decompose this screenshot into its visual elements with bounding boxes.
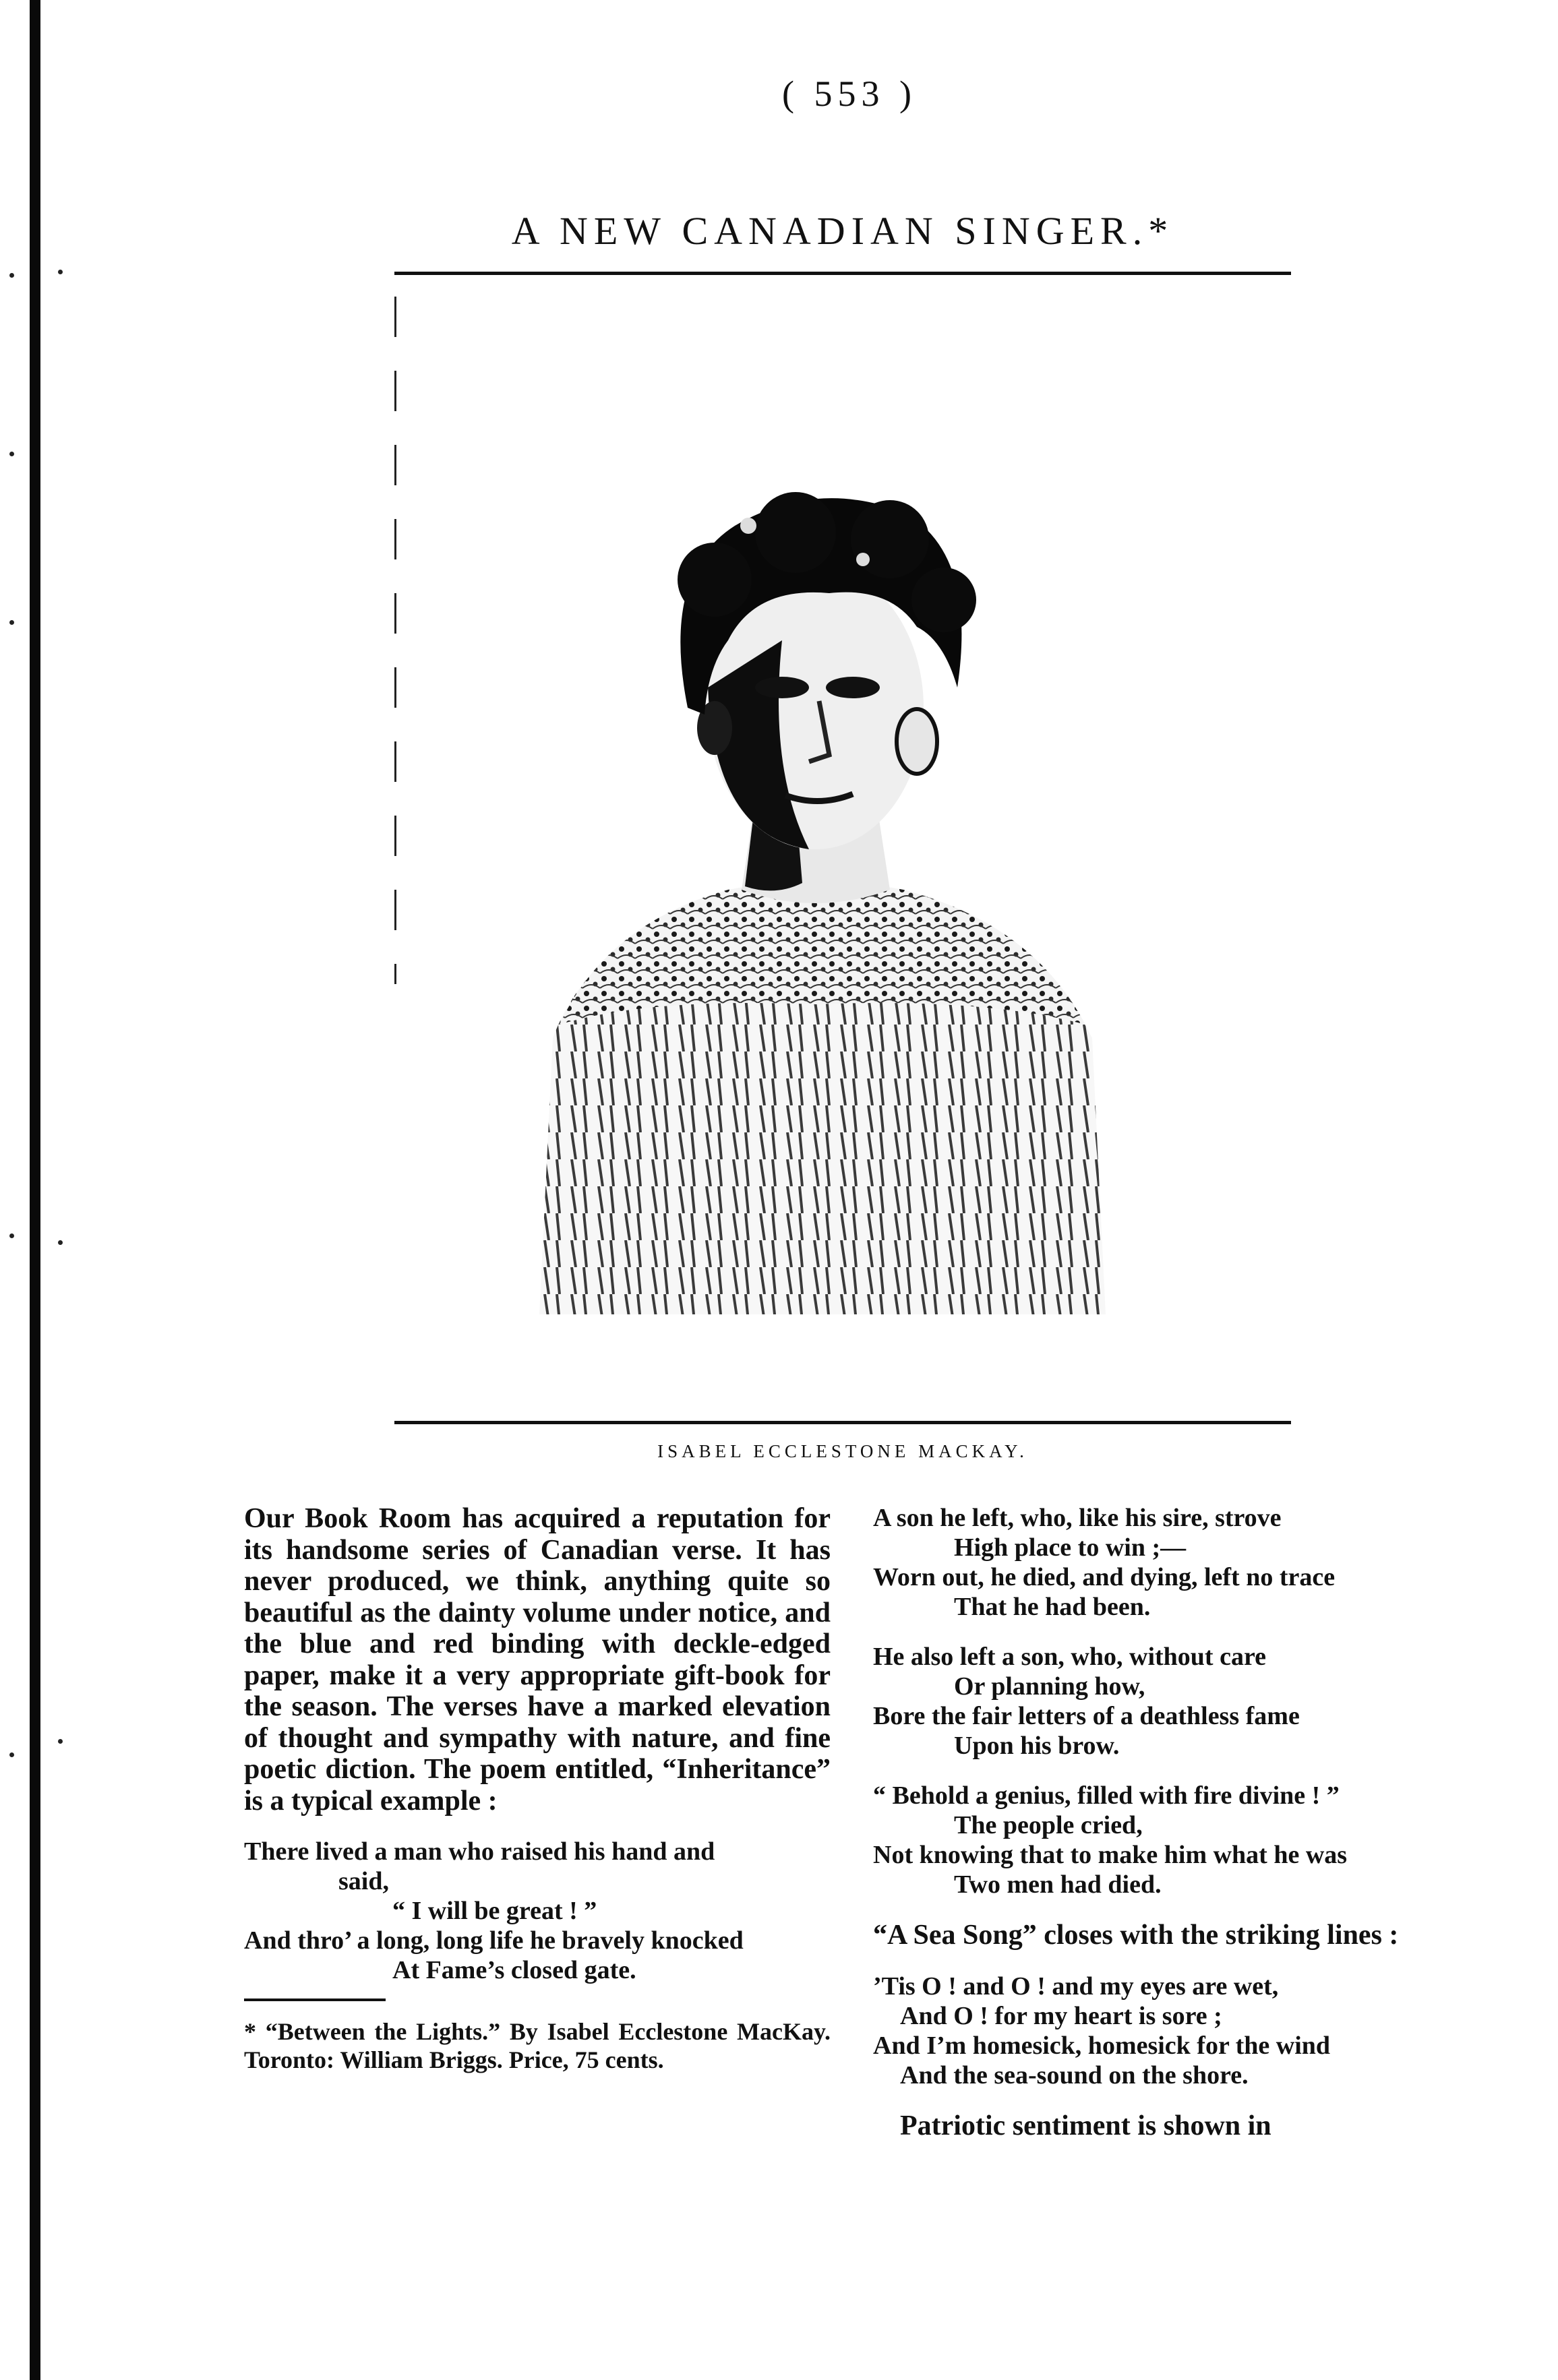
verse-line: High place to win ;— <box>954 1533 1187 1562</box>
verse-line: The people cried, <box>954 1811 1143 1839</box>
verse-line: said, <box>338 1867 389 1895</box>
photo-frame-left-edge <box>394 297 396 984</box>
left-column <box>244 1503 831 2074</box>
inheritance-stanza-1 <box>873 1503 1460 1622</box>
verse-line: And thro’ a long, long life he bravely knocked <box>244 1926 744 1955</box>
portrait-caption: ISABEL ECCLESTONE MACKAY. <box>657 1441 1028 1461</box>
verse-line: “ Behold a genius, filled with fire divine ! ” <box>873 1781 1340 1810</box>
inheritance-stanza-2 <box>873 1642 1460 1761</box>
closing-line: Patriotic sentiment is shown in <box>900 2110 1271 2141</box>
verse-line: A son he left, who, like his sire, strove <box>873 1504 1282 1532</box>
page-number: ( 553 ) <box>782 73 917 114</box>
photo-frame-top-rule <box>394 272 1291 275</box>
verse-line: And the sea-sound on the shore. <box>900 2061 1249 2089</box>
verse-line: Not knowing that to make him what he was <box>873 1841 1348 1869</box>
article-title: A NEW CANADIAN SINGER.* <box>511 208 1174 253</box>
verse-line: Worn out, he died, and dying, left no trace <box>873 1563 1336 1591</box>
verse-line: There lived a man who raised his hand and <box>244 1837 715 1866</box>
verse-line: Or planning how, <box>954 1672 1145 1701</box>
verse-line: ’Tis O ! and O ! and my eyes are wet, <box>873 1972 1279 2001</box>
inheritance-stanza <box>244 1837 831 1985</box>
verse-line: That he had been. <box>954 1593 1151 1621</box>
page-binding-edge <box>30 0 40 2380</box>
intro-paragraph: Our Book Room has acquired a reputation for its handsome series of Canadian verse. It has never produced, we think, anything quite so beautiful as the dainty volume under notice, and the blue and red binding with deckle-edged paper, make it a very appropriate gift-book for the season. The verses have a marked elevation of thought and sympathy with nature, and fine poetic diction. The poem entitled, “Inheritance” is a typical example : <box>244 1503 831 1817</box>
verse-line: At Fame’s closed gate. <box>392 1956 636 1984</box>
footnote-rule <box>244 1998 386 2001</box>
photo-frame-bottom-rule <box>394 1421 1291 1424</box>
verse-line: Bore the fair letters of a deathless fame <box>873 1702 1300 1730</box>
verse-line: And I’m homesick, homesick for the wind <box>873 2031 1331 2060</box>
right-column <box>873 1503 1460 2141</box>
verse-line: Upon his brow. <box>954 1732 1120 1760</box>
sea-song-stanza <box>873 1972 1460 2090</box>
verse-line: He also left a son, who, without care <box>873 1643 1266 1671</box>
verse-line: And O ! for my heart is sore ; <box>900 2001 1222 2030</box>
inheritance-stanza-3 <box>873 1781 1460 1899</box>
footnote: * “Between the Lights.” By Isabel Ecclestone MacKay. Toronto: William Briggs. Price, 75 cents. <box>244 2018 831 2073</box>
portrait-photograph <box>512 485 1119 1314</box>
verse-line: Two men had died. <box>954 1870 1162 1899</box>
sea-song-intro: “A Sea Song” closes with the striking lines : <box>873 1920 1399 1951</box>
verse-line: “ I will be great ! ” <box>392 1897 597 1925</box>
